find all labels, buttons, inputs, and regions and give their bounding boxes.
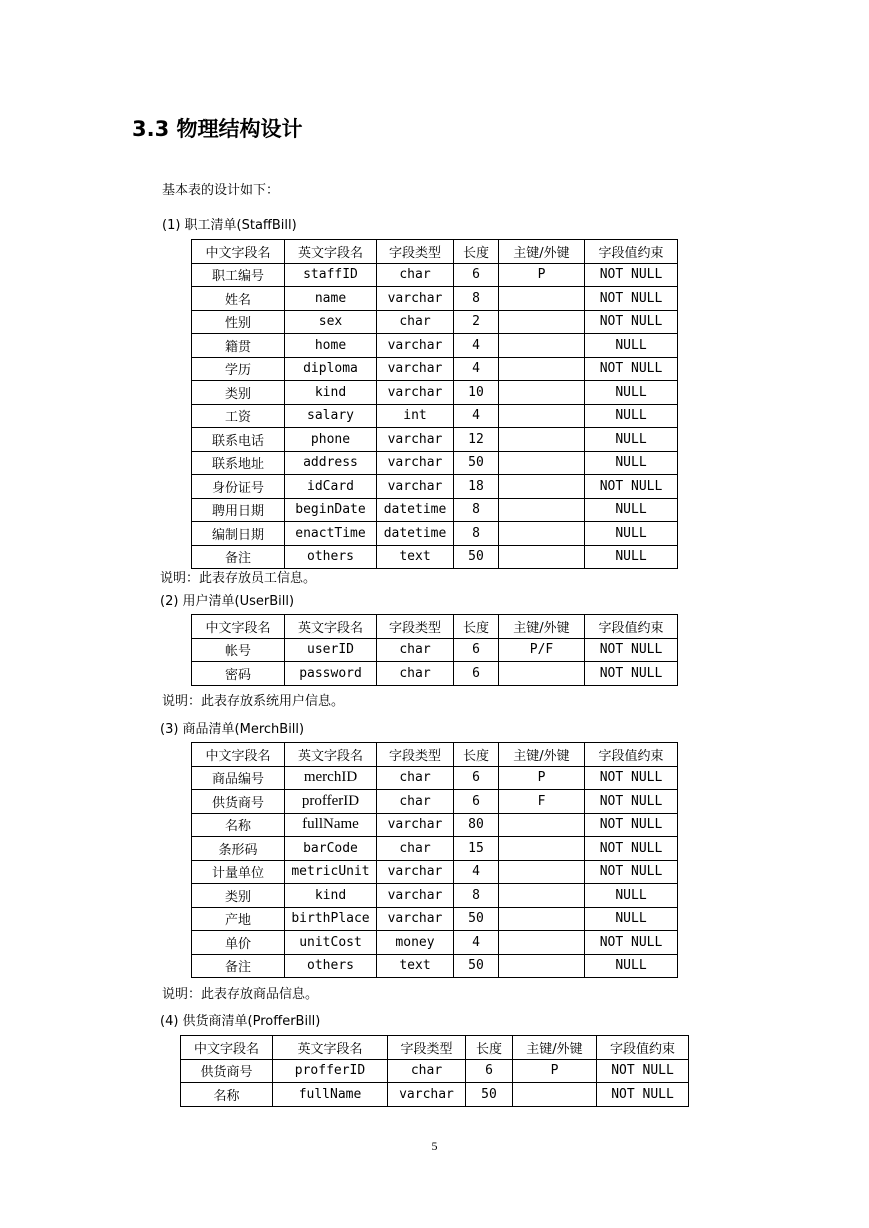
table-cell (499, 907, 585, 931)
table-cell: 8 (454, 522, 499, 546)
table-cell: NOT NULL (585, 931, 678, 955)
table-cell: 联系电话 (192, 428, 285, 452)
table-cell: 50 (466, 1083, 513, 1107)
table-cell: idCard (285, 475, 377, 499)
table-cell: 4 (454, 931, 499, 955)
table-cell: 50 (454, 545, 499, 569)
table-cell: 18 (454, 475, 499, 499)
table-cell: 供货商号 (192, 790, 285, 814)
column-header: 中文字段名 (192, 615, 285, 639)
table-cell: 单价 (192, 931, 285, 955)
table-cell (499, 287, 585, 311)
table-cell: staffID (285, 263, 377, 287)
column-header: 字段值约束 (585, 240, 678, 264)
table-cell: diploma (285, 357, 377, 381)
table-cell: 6 (454, 790, 499, 814)
table-cell: varchar (377, 907, 454, 931)
table-row (192, 334, 678, 358)
table-cell: 籍贯 (192, 334, 285, 358)
table-cell: P/F (499, 638, 585, 662)
table-cell: NOT NULL (585, 860, 678, 884)
table-cell: NULL (585, 498, 678, 522)
table-row (181, 1059, 689, 1083)
table-cell: NOT NULL (585, 790, 678, 814)
table-cell: 12 (454, 428, 499, 452)
table-cell: NOT NULL (585, 837, 678, 861)
table-row (192, 451, 678, 475)
table-cell: others (285, 545, 377, 569)
table-cell: varchar (377, 287, 454, 311)
table-row (192, 522, 678, 546)
table-cell (499, 381, 585, 405)
table-cell: text (377, 954, 454, 978)
table-cell: enactTime (285, 522, 377, 546)
table-row (192, 813, 678, 837)
table-cell: 密码 (192, 662, 285, 686)
column-header: 字段类型 (388, 1036, 466, 1060)
table-cell: sex (285, 310, 377, 334)
table-cell: salary (285, 404, 377, 428)
table-cell: varchar (377, 357, 454, 381)
table-cell (499, 404, 585, 428)
table-cell: 8 (454, 498, 499, 522)
table-row (192, 837, 678, 861)
table-row (192, 428, 678, 452)
table-row (192, 287, 678, 311)
table-cell: NULL (585, 522, 678, 546)
table-cell: 名称 (181, 1083, 273, 1107)
table-cell: home (285, 334, 377, 358)
table-cell: 6 (454, 766, 499, 790)
table-cell: userID (285, 638, 377, 662)
table-header-row (181, 1036, 689, 1060)
table-cell: 编制日期 (192, 522, 285, 546)
table-cell: NULL (585, 884, 678, 908)
table-cell: money (377, 931, 454, 955)
table-row (192, 357, 678, 381)
table-row (192, 884, 678, 908)
table-cell: 4 (454, 404, 499, 428)
table-cell: 4 (454, 357, 499, 381)
table-cell: P (513, 1059, 597, 1083)
table-cell: 6 (454, 263, 499, 287)
table-row (192, 638, 678, 662)
table-cell: NULL (585, 334, 678, 358)
intro-text: 基本表的设计如下： (162, 183, 280, 198)
table-cell: 6 (454, 638, 499, 662)
table-staffbill (191, 239, 678, 569)
table-cell: 备注 (192, 545, 285, 569)
column-header: 英文字段名 (285, 240, 377, 264)
table-cell: NOT NULL (585, 662, 678, 686)
table-cell (499, 545, 585, 569)
table-row (192, 545, 678, 569)
table-cell: password (285, 662, 377, 686)
table-cell: 类别 (192, 884, 285, 908)
table-cell: varchar (377, 428, 454, 452)
table-cell: 2 (454, 310, 499, 334)
table-cell: 帐号 (192, 638, 285, 662)
column-header: 字段值约束 (585, 615, 678, 639)
table-row (192, 662, 678, 686)
table-cell: 80 (454, 813, 499, 837)
column-header: 长度 (466, 1036, 513, 1060)
table-cell: unitCost (285, 931, 377, 955)
table-row (192, 263, 678, 287)
table-cell (499, 837, 585, 861)
table-cell (499, 860, 585, 884)
table-cell: char (377, 310, 454, 334)
table-cell: NOT NULL (585, 287, 678, 311)
table-cell: 6 (466, 1059, 513, 1083)
table-cell: char (377, 638, 454, 662)
column-header: 中文字段名 (192, 240, 285, 264)
table-row (192, 498, 678, 522)
table-cell: phone (285, 428, 377, 452)
table-cell: name (285, 287, 377, 311)
table-header-row (192, 743, 678, 767)
table-cell: 50 (454, 907, 499, 931)
column-header: 字段值约束 (585, 743, 678, 767)
table-cell (499, 813, 585, 837)
table-cell (513, 1083, 597, 1107)
table-cell: NOT NULL (585, 638, 678, 662)
table-cell: F (499, 790, 585, 814)
table-cell: NULL (585, 451, 678, 475)
column-header: 字段值约束 (597, 1036, 689, 1060)
table-cell: NULL (585, 545, 678, 569)
table-cell: 15 (454, 837, 499, 861)
table-cell: 学历 (192, 357, 285, 381)
column-header: 英文字段名 (285, 743, 377, 767)
column-header: 字段类型 (377, 240, 454, 264)
table-cell: 备注 (192, 954, 285, 978)
column-header: 字段类型 (377, 615, 454, 639)
table-cell: P (499, 766, 585, 790)
table-cell: varchar (377, 475, 454, 499)
table-cell: kind (285, 381, 377, 405)
table-cell (499, 334, 585, 358)
table-cell: NULL (585, 907, 678, 931)
column-header: 主键/外键 (499, 240, 585, 264)
table-cell: NULL (585, 404, 678, 428)
table-cell: 50 (454, 954, 499, 978)
table-cell (499, 498, 585, 522)
table-header-row (192, 615, 678, 639)
table-cell: birthPlace (285, 907, 377, 931)
page-number: 5 (431, 1139, 438, 1153)
table-cell: char (377, 662, 454, 686)
column-header: 主键/外键 (499, 743, 585, 767)
table-row (192, 907, 678, 931)
table-cell: NOT NULL (597, 1059, 689, 1083)
table-cell: char (377, 766, 454, 790)
section-heading: 3.3 物理结构设计 (132, 117, 303, 141)
table-cell: varchar (388, 1083, 466, 1107)
table-note-merchbill: 说明：此表存放商品信息。 (162, 987, 319, 1002)
table-userbill (191, 614, 678, 686)
table-caption-merchbill: (3) 商品清单(MerchBill) (160, 722, 305, 737)
table-cell: varchar (377, 334, 454, 358)
table-cell (499, 451, 585, 475)
table-cell: char (388, 1059, 466, 1083)
column-header: 中文字段名 (192, 743, 285, 767)
table-cell: 工资 (192, 404, 285, 428)
table-caption-profferbill: (4) 供货商清单(ProfferBill) (160, 1014, 321, 1029)
table-row (192, 381, 678, 405)
table-cell: 4 (454, 334, 499, 358)
table-cell: varchar (377, 860, 454, 884)
table-cell: varchar (377, 813, 454, 837)
column-header: 长度 (454, 743, 499, 767)
table-cell: others (285, 954, 377, 978)
table-cell (499, 954, 585, 978)
table-cell: fullName (285, 813, 377, 837)
table-cell (499, 522, 585, 546)
table-note-staffbill: 说明：此表存放员工信息。 (160, 571, 317, 586)
table-row (192, 790, 678, 814)
table-cell: merchID (285, 766, 377, 790)
table-cell (499, 662, 585, 686)
table-cell (499, 357, 585, 381)
table-cell: 身份证号 (192, 475, 285, 499)
column-header: 中文字段名 (181, 1036, 273, 1060)
table-cell: fullName (273, 1083, 388, 1107)
table-cell: datetime (377, 522, 454, 546)
table-cell: char (377, 263, 454, 287)
table-cell: NOT NULL (585, 263, 678, 287)
table-cell: 类别 (192, 381, 285, 405)
table-cell: NOT NULL (585, 766, 678, 790)
column-header: 长度 (454, 615, 499, 639)
table-cell: NOT NULL (585, 310, 678, 334)
table-cell: varchar (377, 884, 454, 908)
table-row (192, 310, 678, 334)
column-header: 英文字段名 (285, 615, 377, 639)
table-cell: barCode (285, 837, 377, 861)
column-header: 英文字段名 (273, 1036, 388, 1060)
table-cell: 姓名 (192, 287, 285, 311)
table-cell: varchar (377, 451, 454, 475)
table-cell: 50 (454, 451, 499, 475)
table-row (192, 404, 678, 428)
table-cell: char (377, 790, 454, 814)
table-note-userbill: 说明：此表存放系统用户信息。 (162, 694, 345, 709)
table-profferbill (180, 1035, 689, 1107)
table-cell: varchar (377, 381, 454, 405)
table-cell: 名称 (192, 813, 285, 837)
table-row (192, 766, 678, 790)
table-caption-staffbill: (1) 职工清单(StaffBill) (162, 218, 297, 233)
table-row (192, 954, 678, 978)
table-cell: 4 (454, 860, 499, 884)
table-cell: 条形码 (192, 837, 285, 861)
column-header: 主键/外键 (499, 615, 585, 639)
table-merchbill (191, 742, 678, 978)
table-cell: text (377, 545, 454, 569)
table-cell: 8 (454, 287, 499, 311)
table-cell: NOT NULL (585, 475, 678, 499)
table-cell: profferID (285, 790, 377, 814)
table-cell: metricUnit (285, 860, 377, 884)
table-cell: 联系地址 (192, 451, 285, 475)
table-cell: NULL (585, 428, 678, 452)
table-caption-userbill: (2) 用户清单(UserBill) (160, 594, 295, 609)
table-cell: 性别 (192, 310, 285, 334)
table-cell: profferID (273, 1059, 388, 1083)
table-cell (499, 884, 585, 908)
table-cell: char (377, 837, 454, 861)
table-cell: 8 (454, 884, 499, 908)
table-cell: 商品编号 (192, 766, 285, 790)
table-cell: 计量单位 (192, 860, 285, 884)
table-row (192, 475, 678, 499)
table-cell: 聘用日期 (192, 498, 285, 522)
table-row (192, 860, 678, 884)
table-cell: 职工编号 (192, 263, 285, 287)
table-row (192, 931, 678, 955)
table-cell: NULL (585, 381, 678, 405)
table-cell: 产地 (192, 907, 285, 931)
table-cell: NOT NULL (585, 813, 678, 837)
table-cell: beginDate (285, 498, 377, 522)
table-header-row (192, 240, 678, 264)
table-cell: 供货商号 (181, 1059, 273, 1083)
table-cell: int (377, 404, 454, 428)
column-header: 字段类型 (377, 743, 454, 767)
table-cell: kind (285, 884, 377, 908)
table-cell: address (285, 451, 377, 475)
table-cell (499, 475, 585, 499)
table-cell: NULL (585, 954, 678, 978)
table-cell: P (499, 263, 585, 287)
table-cell: datetime (377, 498, 454, 522)
table-cell (499, 931, 585, 955)
table-cell (499, 428, 585, 452)
table-cell: NOT NULL (585, 357, 678, 381)
table-cell: 10 (454, 381, 499, 405)
table-cell: 6 (454, 662, 499, 686)
table-row (181, 1083, 689, 1107)
table-cell (499, 310, 585, 334)
column-header: 长度 (454, 240, 499, 264)
table-cell: NOT NULL (597, 1083, 689, 1107)
column-header: 主键/外键 (513, 1036, 597, 1060)
